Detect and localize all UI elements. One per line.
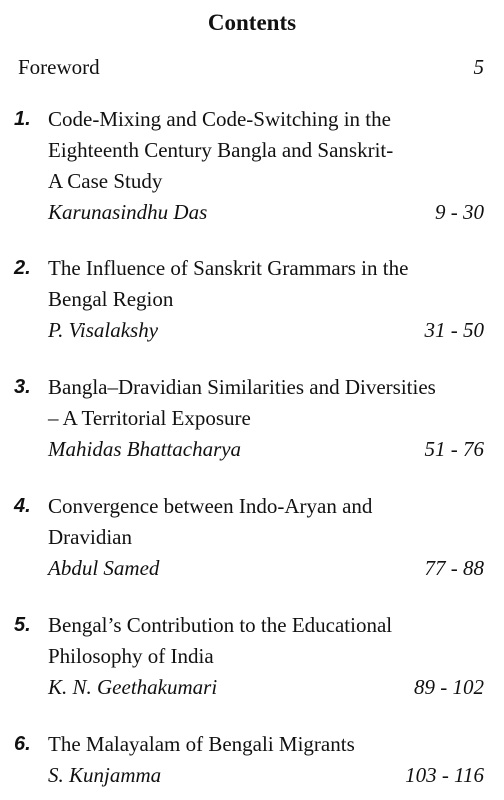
entry-author-row xyxy=(48,434,490,465)
entry-title-line: Convergence between Indo-Aryan and xyxy=(48,494,373,518)
foreword-label: Foreword xyxy=(18,55,100,79)
entry-content xyxy=(48,729,490,791)
entry-author-row xyxy=(48,197,490,228)
entry-page-range: 51 - 76 xyxy=(424,437,484,461)
entry-title-line: Dravidian xyxy=(48,525,132,549)
entry-author: P. Visalakshy xyxy=(48,318,159,342)
entry-author: Karunasindhu Das xyxy=(48,200,208,224)
entry-content xyxy=(48,372,490,465)
entry-author-row xyxy=(48,672,490,703)
entry-content xyxy=(48,610,490,703)
entry-author: S. Kunjamma xyxy=(48,763,162,787)
entry-author-row xyxy=(48,760,490,791)
entry-title-line: Philosophy of India xyxy=(48,644,214,668)
entry-title-line: The Influence of Sanskrit Grammars in the xyxy=(48,256,409,280)
entry-number: 5. xyxy=(14,614,31,636)
entry-title-line: Bengal’s Contribution to the Educational xyxy=(48,613,393,637)
entry-content xyxy=(48,104,490,228)
entry-number: 6. xyxy=(14,733,31,755)
entry-author: Mahidas Bhattacharya xyxy=(48,437,242,461)
entry-number: 2. xyxy=(14,257,31,279)
entry-page-range: 77 - 88 xyxy=(424,556,484,580)
entry-title-line: Bangla–Dravidian Similarities and Diversities xyxy=(48,375,436,399)
entry-number: 1. xyxy=(14,108,31,130)
page-title: Contents xyxy=(207,10,297,35)
entry-title-line: A Case Study xyxy=(48,169,163,193)
entry-page-range: 9 - 30 xyxy=(435,200,484,224)
entry-number: 3. xyxy=(14,376,31,398)
entry-page-range: 89 - 102 xyxy=(414,675,484,699)
entry-page-range: 31 - 50 xyxy=(424,318,484,342)
entry-number: 4. xyxy=(14,495,31,517)
entry-author: K. N. Geethakumari xyxy=(48,675,218,699)
entry-title-line: – A Territorial Exposure xyxy=(48,406,251,430)
entry-page-range: 103 - 116 xyxy=(405,763,484,787)
entry-title-line: Eighteenth Century Bangla and Sanskrit- xyxy=(48,138,394,162)
entry-author-row xyxy=(48,315,490,346)
entry-title-line: Code-Mixing and Code-Switching in the xyxy=(48,107,391,131)
entry-author: Abdul Samed xyxy=(48,556,160,580)
entry-content xyxy=(48,491,490,584)
foreword-row xyxy=(18,54,484,80)
entry-title-line: The Malayalam of Bengali Migrants xyxy=(48,732,355,756)
foreword-page-number: 5 xyxy=(473,55,484,79)
entry-author-row xyxy=(48,553,490,584)
entry-content xyxy=(48,253,490,346)
entry-title-line: Bengal Region xyxy=(48,287,174,311)
